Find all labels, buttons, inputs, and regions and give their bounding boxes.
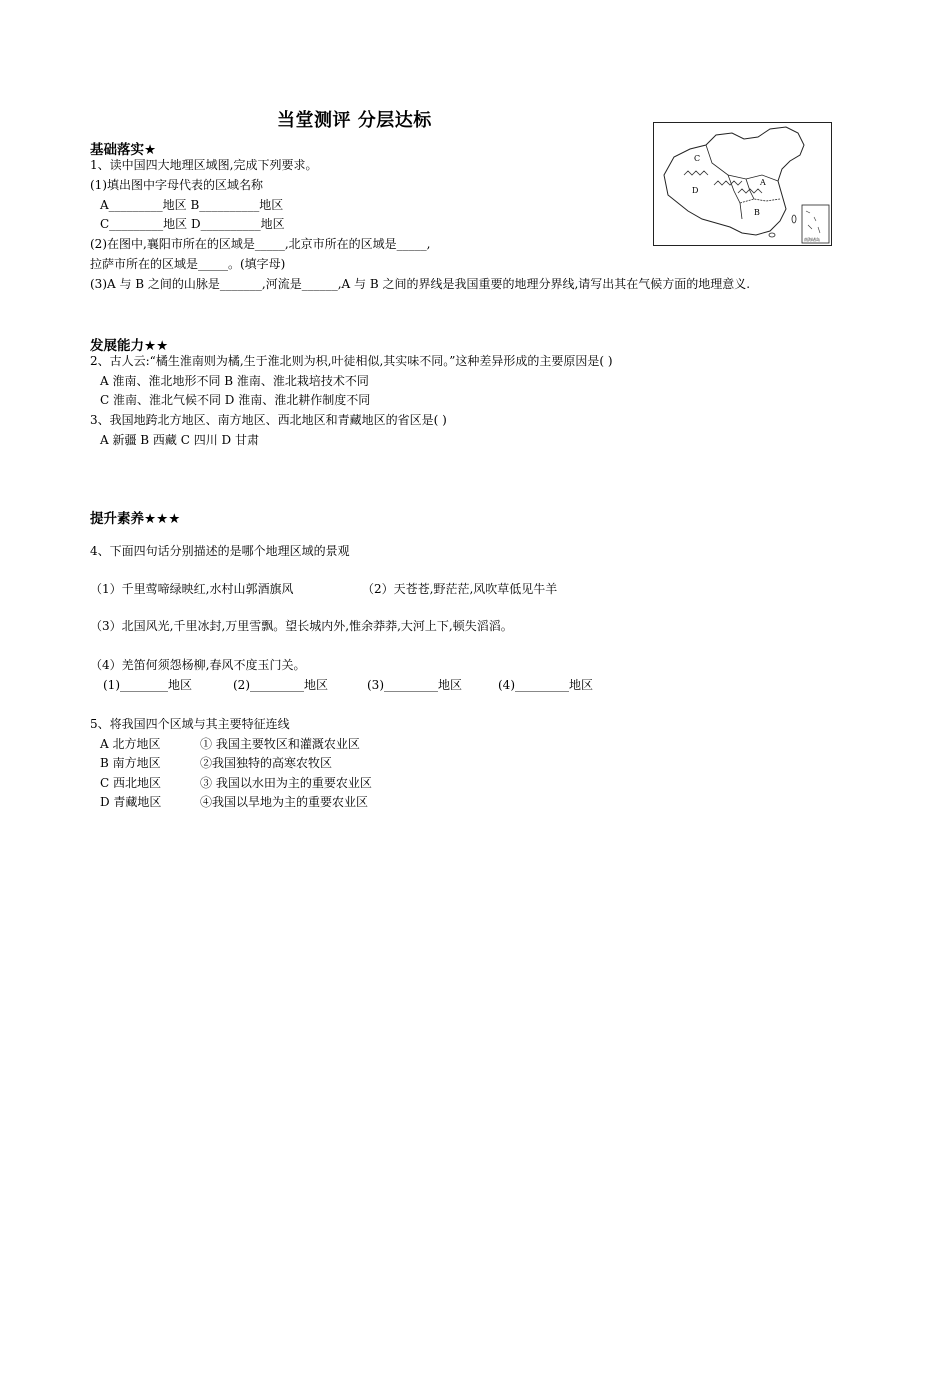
q3-stem: 3、我国地跨北方地区、南方地区、西北地区和青藏地区的省区是( )	[90, 413, 447, 427]
q1-fill-ab: A_________地区 B__________地区	[100, 198, 284, 212]
boundary-northwest	[706, 145, 778, 181]
q2-options-ab: A 淮南、淮北地形不同 B 淮南、淮北栽培技术不同	[100, 374, 369, 388]
map-label-c: C	[694, 154, 701, 163]
q1-sub3: (3)A 与 B 之间的山脉是_______,河流是______,A 与 B 之间的界线是我国重要的地理分界线,请写出其在气候方面的地理意义.	[90, 277, 751, 291]
hainan-island	[769, 233, 775, 237]
q4-stem: 4、下面四句话分别描述的是哪个地理区域的景观	[90, 544, 350, 558]
q4-sentence-3: （3）北国风光,千里冰封,万里雪飘。望长城内外,惟余莽莽,大河上下,顿失滔滔。	[90, 619, 513, 633]
q1-fill-cd: C_________地区 D__________地区	[100, 217, 285, 231]
q4-answer-4: (4)_________地区	[498, 678, 593, 692]
q4-answer-2: (2)_________地区	[233, 678, 328, 692]
q5-stem: 5、将我国四个区域与其主要特征连线	[90, 717, 290, 731]
q5-feature-2: ②我国独特的高寒农牧区	[200, 756, 333, 770]
q3-options: A 新疆 B 西藏 C 四川 D 甘肃	[100, 433, 259, 447]
q5-region-b: B 南方地区	[100, 756, 161, 770]
q4-sentence-4: （4）羌笛何须怨杨柳,春风不度玉门关。	[90, 658, 306, 672]
inset-label: 南海诸岛	[804, 237, 820, 242]
q5-feature-4: ④我国以旱地为主的重要农业区	[200, 795, 369, 809]
qinling-huaihe-line	[740, 199, 780, 203]
section-heading-develop: 发展能力★★	[90, 338, 169, 354]
q5-region-c: C 西北地区	[100, 776, 161, 790]
q4-sentence-1: （1）千里莺啼绿映红,水村山郭酒旗风	[90, 582, 294, 596]
china-regions-map	[653, 122, 832, 246]
section-heading-basic: 基础落实★	[90, 142, 157, 158]
q5-region-a: A 北方地区	[100, 737, 161, 751]
mountain-range-1	[684, 171, 708, 175]
q5-feature-3: ③ 我国以水田为主的重要农业区	[200, 776, 372, 790]
q4-answer-1: (1)________地区	[103, 678, 192, 692]
section-heading-improve: 提升素养★★★	[90, 511, 181, 527]
q1-sub2-line1: (2)在图中,襄阳市所在的区域是_____,北京市所在的区域是_____,	[90, 237, 431, 251]
q5-region-d: D 青藏地区	[100, 795, 162, 809]
q1-sub1: (1)填出图中字母代表的区域名称	[90, 178, 263, 192]
q2-options-cd: C 淮南、淮北气候不同 D 淮南、淮北耕作制度不同	[100, 393, 371, 407]
taiwan-island	[792, 215, 796, 223]
q4-answer-3: (3)_________地区	[367, 678, 462, 692]
map-label-a: A	[760, 178, 766, 187]
map-label-b: B	[754, 208, 760, 217]
q1-stem: 1、读中国四大地理区域图,完成下列要求。	[90, 158, 318, 172]
map-label-d: D	[692, 186, 699, 195]
q2-stem: 2、古人云:“橘生淮南则为橘,生于淮北则为枳,叶徒相似,其实味不同。”这种差异形成的主要原因是( )	[90, 354, 613, 368]
q5-feature-1: ① 我国主要牧区和灌溉农业区	[200, 737, 360, 751]
q1-sub2-line2: 拉萨市所在的区域是_____。(填字母)	[90, 257, 286, 271]
mountain-range-2	[714, 181, 742, 185]
q4-sentence-2: （2）天苍苍,野茫茫,风吹草低见牛羊	[362, 582, 558, 596]
page-title: 当堂测评 分层达标	[277, 110, 432, 131]
